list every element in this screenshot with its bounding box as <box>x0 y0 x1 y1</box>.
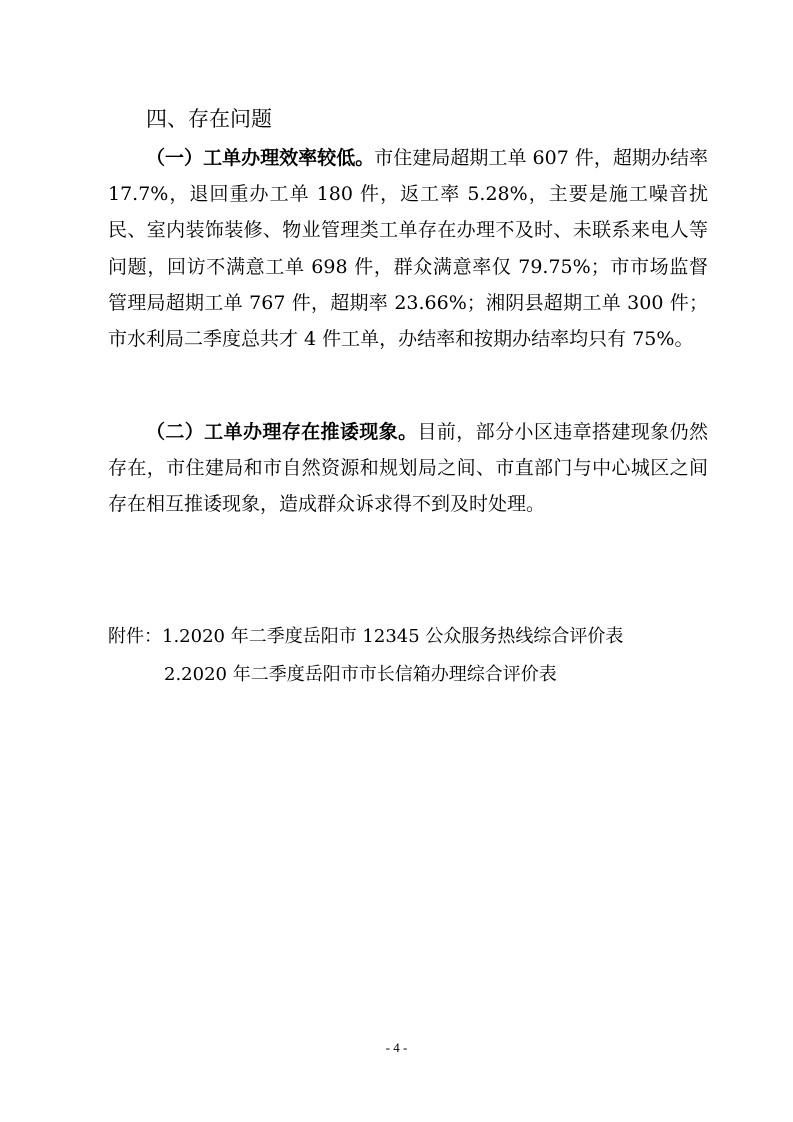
page-number: - 4 - <box>385 1040 408 1055</box>
paragraph-buck-passing <box>108 414 708 523</box>
attachment-item: 附件：1.2020 年二季度岳阳市 12345 公众服务热线综合评价表 <box>108 626 624 647</box>
paragraph-lead: （一）工单办理效率较低。 <box>146 147 375 169</box>
section-heading: 四、存在问题 <box>146 107 272 131</box>
paragraph-body: 目前，部分小区违章搭建现象仍然存在，市住建局和市自然资源和规划局之间、市直部门与中心城区之间存在相互推诿现象，造成群众诉求得不到及时处理。 <box>108 421 708 516</box>
attachment-item: 2.2020 年二季度岳阳市市长信箱办理综合评价表 <box>164 664 557 685</box>
paragraph-body: 市住建局超期工单 607 件，超期办结率 17.7%，退回重办工单 180 件，返工率 5.28%，主要是施工噪音扰民、室内装饰装修、物业管理类工单存在办理不及时、未联系来电人等问题，回访不满意工单 698 件，群众满意率仅 79.75%；市市场监督管理局超期工单 767 件，超期率 23.66%；湘阴县超期工单 300 件；市水利局二季度总共才 4 件工单，办结率和按期办结率均只有 75%。 <box>108 147 708 351</box>
attachments-list <box>108 618 728 694</box>
paragraph-lead: （二）工单办理存在推诿现象。 <box>146 421 418 443</box>
paragraph-low-efficiency <box>108 140 708 357</box>
